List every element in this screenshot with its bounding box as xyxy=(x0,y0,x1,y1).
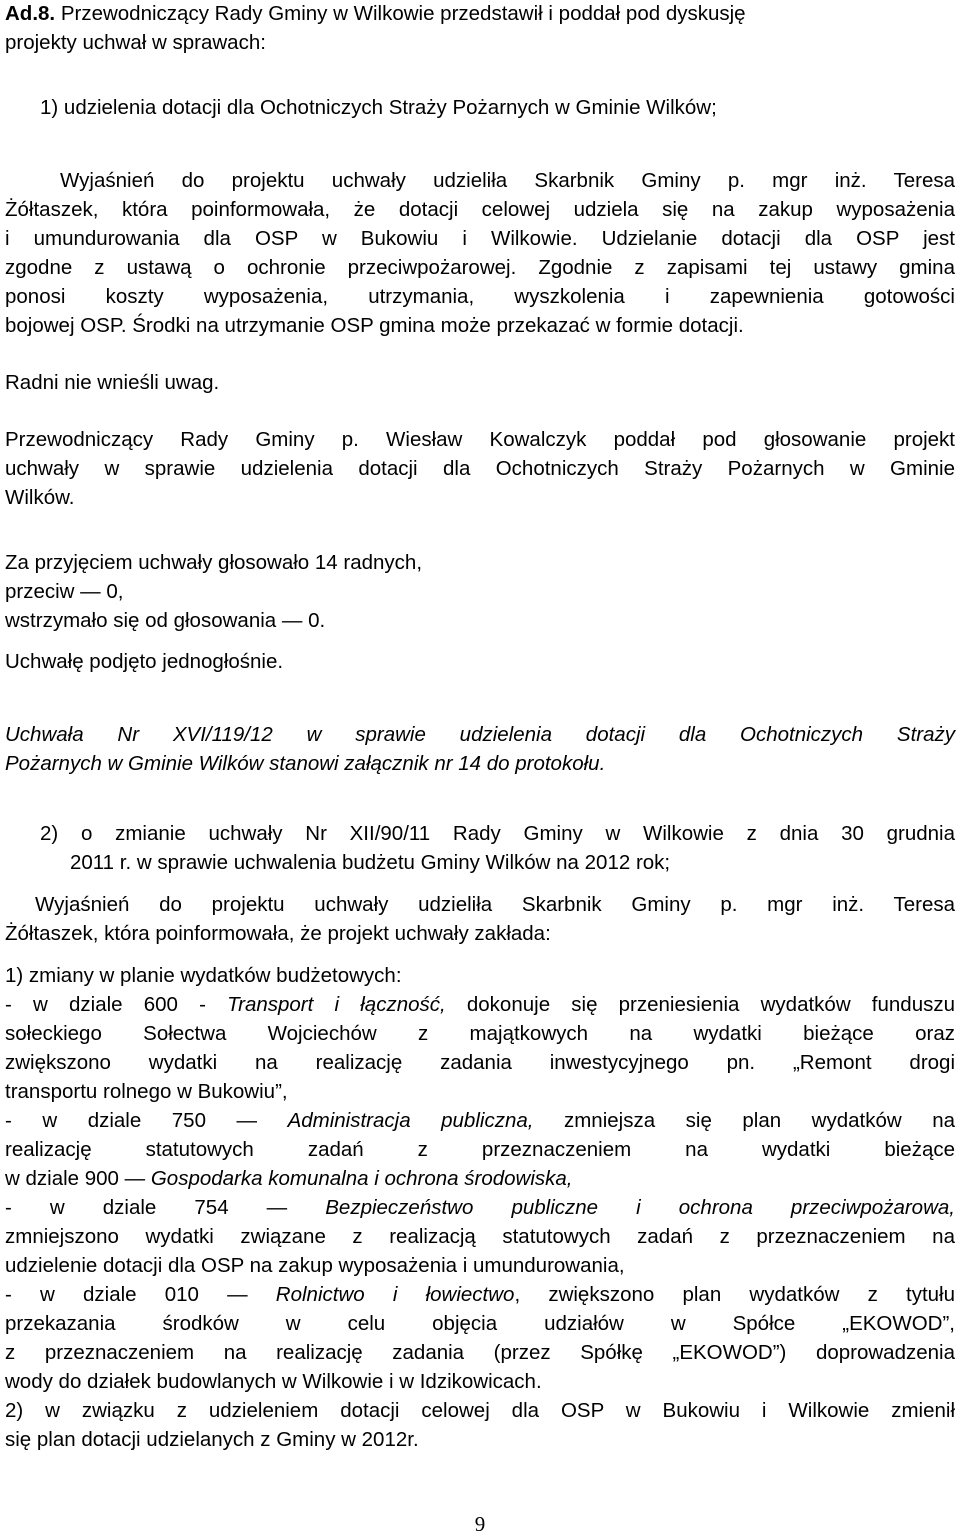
item1-explanation-line-2: Żółtaszek, która poinformowała, że dotacji celowej udziela się na zakup wyposażenia xyxy=(5,198,955,221)
dzial-900-prefix: w dziale 900 — xyxy=(5,1167,151,1190)
item1-result: Uchwałę podjęto jednogłośnie. xyxy=(5,650,284,673)
section-intro-line-1 xyxy=(5,0,955,28)
item1-explanation-line-6: bojowej OSP. Środki na utrzymanie OSP gmina może przekazać w formie dotacji. xyxy=(5,314,744,337)
dzial-750-text: zmniejsza się plan wydatków na xyxy=(533,1109,956,1132)
item1-explanation-line-4: zgodne z ustawą o ochronie przeciwpożarowej. Zgodnie z zapisami tej ustawy gmina xyxy=(5,256,955,279)
dzial-754-line-1 xyxy=(5,1194,955,1222)
dzial-750-name: Administracja publiczna, xyxy=(287,1109,534,1132)
dzial-754-line-2: zmniejszono wydatki związane z realizacją statutowych zadań z przeznaczeniem na xyxy=(5,1225,955,1248)
item1-resolution-line-2: Pożarnych w Gminie Wilków stanowi załącznik nr 14 do protokołu. xyxy=(5,752,606,775)
item2-explanation-line-1: Wyjaśnień do projektu uchwały udzieliła Skarbnik Gminy p. mgr inż. Teresa xyxy=(35,893,955,916)
item1-abstain-votes: wstrzymało się od głosowania — 0. xyxy=(5,609,326,632)
dzial-600-name: Transport i łączność, xyxy=(227,993,446,1016)
dzial-010-text: , zwiększono plan wydatków z tytułu xyxy=(514,1283,956,1306)
dzial-754-prefix: - w dziale 754 — xyxy=(5,1196,326,1219)
item2-sub2-line-2: się plan dotacji udzielanych z Gminy w 2012r. xyxy=(5,1428,419,1451)
item1-explanation-line-5: ponosi koszty wyposażenia, utrzymania, wyszkolenia i zapewnienia gotowości xyxy=(5,285,955,308)
section-intro-line-2: projekty uchwał w sprawach: xyxy=(5,31,266,54)
item2-sub2-line-1: 2) w związku z udzieleniem dotacji celowej dla OSP w Bukowiu i Wilkowie zmienił xyxy=(5,1399,955,1422)
page-number: 9 xyxy=(474,1512,486,1536)
item2-sub1-heading: 1) zmiany w planie wydatków budżetowych: xyxy=(5,964,402,987)
section-intro-text: Przewodniczący Rady Gminy w Wilkowie przedstawił i poddał pod dyskusję xyxy=(60,2,746,25)
dzial-600-line-1 xyxy=(5,991,955,1019)
dzial-600-line-4: transportu rolnego w Bukowiu”, xyxy=(5,1080,288,1103)
item1-vote-line-1: Przewodniczący Rady Gminy p. Wiesław Kowalczyk poddał pod głosowanie projekt xyxy=(5,428,955,451)
dzial-900-name: Gospodarka komunalna i ochrona środowiska, xyxy=(150,1167,573,1190)
dzial-754-name: Bezpieczeństwo publiczne i ochrona przeciwpożarowa, xyxy=(325,1196,955,1219)
dzial-750-line-2: realizację statutowych zadań z przeznaczeniem na wydatki bieżące xyxy=(5,1138,955,1161)
dzial-600-line-2: sołeckiego Sołectwa Wojciechów z majątkowych na wydatki bieżące oraz xyxy=(5,1022,955,1045)
dzial-600-line-3: zwiększono wydatki na realizację zadania inwestycyjnego pn. „Remont drogi xyxy=(5,1051,955,1074)
dzial-010-line-1 xyxy=(5,1281,955,1309)
dzial-010-line-2: przekazania środków w celu objęcia udziałów w Spółce „EKOWOD”, xyxy=(5,1312,955,1335)
dzial-750-line-1 xyxy=(5,1107,955,1135)
section-number: Ad.8. xyxy=(5,2,56,25)
item1-explanation-line-3: i umundurowania dla OSP w Bukowiu i Wilkowie. Udzielanie dotacji dla OSP jest xyxy=(5,227,955,250)
item1-no-remarks: Radni nie wnieśli uwag. xyxy=(5,371,220,394)
dzial-010-line-4: wody do działek budowlanych w Wilkowie i w Idzikowicach. xyxy=(5,1370,542,1393)
dzial-010-prefix: - w dziale 010 — xyxy=(5,1283,276,1306)
item1-title: 1) udzielenia dotacji dla Ochotniczych Straży Pożarnych w Gminie Wilków; xyxy=(40,96,717,119)
item2-title-line-1: 2) o zmianie uchwały Nr XII/90/11 Rady Gminy w Wilkowie z dnia 30 grudnia xyxy=(40,822,955,845)
dzial-010-name: Rolnictwo i łowiectwo xyxy=(275,1283,515,1306)
item1-resolution-line-1: Uchwała Nr XVI/119/12 w sprawie udzielenia dotacji dla Ochotniczych Straży xyxy=(5,723,955,746)
item2-title-line-2: 2011 r. w sprawie uchwalenia budżetu Gminy Wilków na 2012 rok; xyxy=(70,851,671,874)
dzial-010-line-3: z przeznaczeniem na realizację zadania (przez Spółkę „EKOWOD”) doprowadzenia xyxy=(5,1341,955,1364)
item1-vote-line-3: Wilków. xyxy=(5,486,75,509)
item1-vote-line-2: uchwały w sprawie udzielenia dotacji dla Ochotniczych Straży Pożarnych w Gminie xyxy=(5,457,955,480)
item1-explanation-line-1: Wyjaśnień do projektu uchwały udzieliła Skarbnik Gminy p. mgr inż. Teresa xyxy=(60,169,955,192)
item1-against-votes: przeciw — 0, xyxy=(5,580,124,603)
dzial-754-line-3: udzielenie dotacji dla OSP na zakup wyposażenia i umundurowania, xyxy=(5,1254,625,1277)
dzial-750-prefix: - w dziale 750 — xyxy=(5,1109,288,1132)
item2-explanation-line-2: Żółtaszek, która poinformowała, że projekt uchwały zakłada: xyxy=(5,922,551,945)
item1-for-votes: Za przyjęciem uchwały głosowało 14 radnych, xyxy=(5,551,423,574)
dzial-750-line-3 xyxy=(5,1165,955,1193)
dzial-600-text: dokonuje się przeniesienia wydatków funduszu xyxy=(445,993,956,1016)
dzial-600-prefix: - w dziale 600 - xyxy=(5,993,228,1016)
